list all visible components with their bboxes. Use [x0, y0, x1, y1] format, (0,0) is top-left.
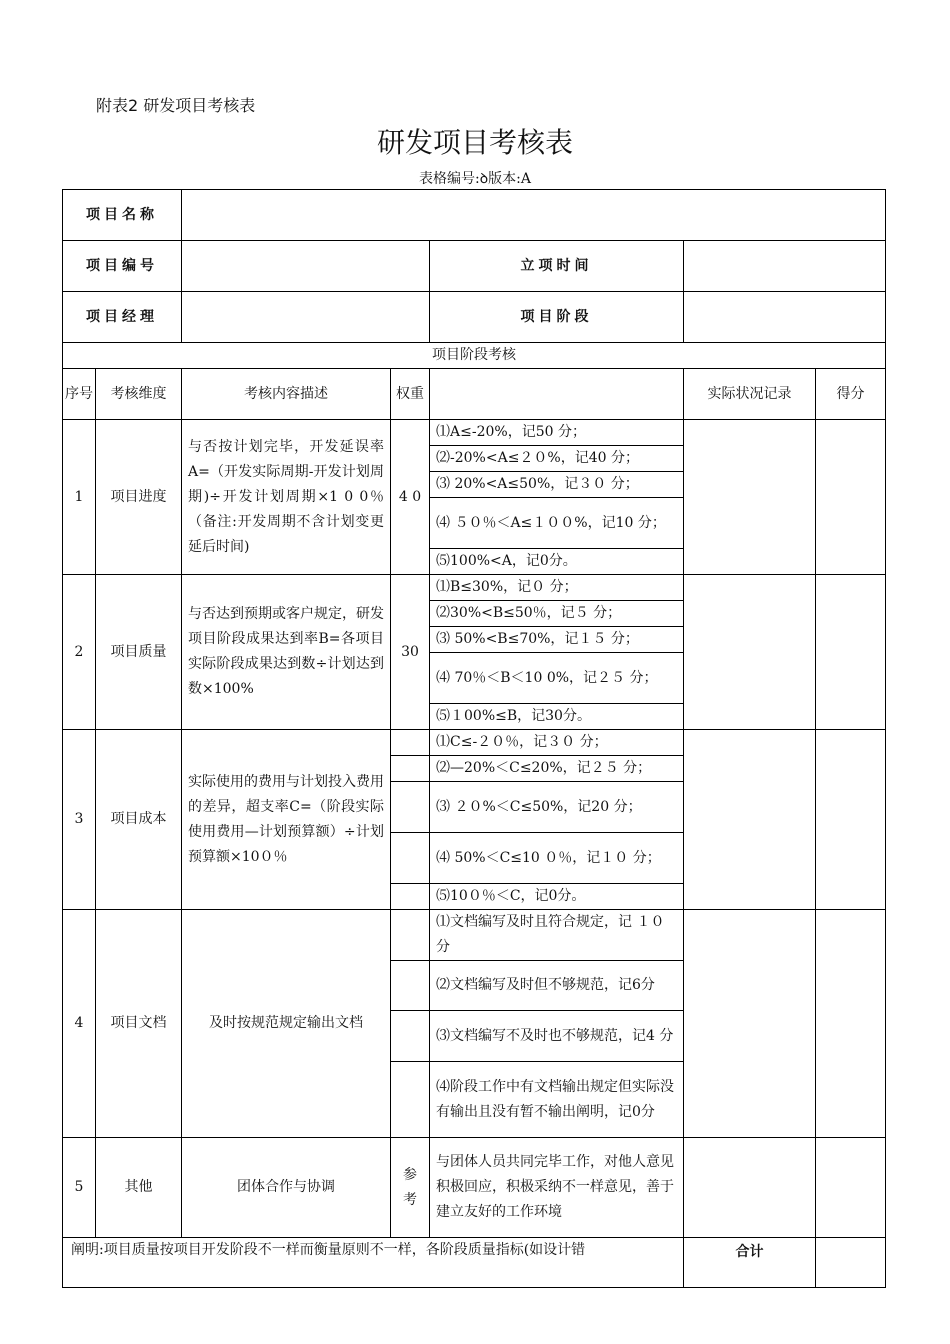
footer-note: 阐明:项目质量按项目开发阶段不一样而衡量原则不一样，各阶段质量指标(如设计错 — [63, 1238, 684, 1288]
col-weight: 权重 — [391, 369, 430, 420]
row-description: 团体合作与协调 — [182, 1138, 391, 1238]
col-seq: 序号 — [63, 369, 96, 420]
row-dimension: 项目文档 — [96, 910, 182, 1138]
criterion: ⑶ ２０%＜C≤50%，记20 分； — [430, 782, 684, 833]
row-description: 与否按计划完毕，开发延误率A=（开发实际周期-开发计划周期)÷开发计划周期×1 0 0％（备注:开发周期不含计划变更延后时间) — [182, 420, 391, 575]
phase-field[interactable] — [684, 292, 886, 343]
start-time-label: 立项时间 — [430, 241, 684, 292]
score-cell[interactable] — [816, 1138, 886, 1238]
manager-label: 项目经理 — [63, 292, 182, 343]
criterion: ⑵-20%<A≤２０%，记40 分； — [430, 446, 684, 472]
criterion: ⑴文档编写及时且符合规定，记 １０ 分 — [430, 910, 684, 961]
project-no-field[interactable] — [182, 241, 430, 292]
score-cell[interactable] — [816, 730, 886, 910]
table-row — [63, 420, 886, 446]
actual-record-cell[interactable] — [684, 575, 816, 730]
criterion: ⑶ 50%<B≤70%，记１５ 分； — [430, 627, 684, 653]
score-cell[interactable] — [816, 420, 886, 575]
score-cell[interactable] — [816, 910, 886, 1138]
row-description: 及时按规范规定输出文档 — [182, 910, 391, 1138]
col-content: 考核内容描述 — [182, 369, 391, 420]
section-title: 项目阶段考核 — [63, 343, 886, 369]
criterion: ⑷ 50%＜C≤10 ０％，记１０ 分； — [430, 833, 684, 884]
column-header-row — [63, 369, 886, 420]
criterion: ⑵30%<B≤50％，记５ 分； — [430, 601, 684, 627]
criterion: ⑴C≤-２０％，记３０ 分； — [430, 730, 684, 756]
row-number: 5 — [63, 1138, 96, 1238]
table-row — [63, 575, 886, 601]
weight-cell[interactable] — [391, 1011, 430, 1062]
criterion: ⑴B≤30%，记０ 分； — [430, 575, 684, 601]
total-score-cell[interactable] — [816, 1238, 886, 1288]
col-actual: 实际状况记录 — [684, 369, 816, 420]
phase-label: 项目阶段 — [430, 292, 684, 343]
criterion: ⑸１00%≤B，记30分。 — [430, 704, 684, 730]
weight-cell[interactable] — [391, 1062, 430, 1138]
row-weight: 30 — [391, 575, 430, 730]
row-dimension: 项目进度 — [96, 420, 182, 575]
footer-row — [63, 1238, 886, 1288]
assessment-table — [62, 189, 886, 1288]
project-name-field[interactable] — [182, 190, 886, 241]
weight-cell[interactable] — [391, 782, 430, 833]
weight-cell[interactable] — [391, 884, 430, 910]
criterion: ⑶ 20%<A≤50%，记３０ 分； — [430, 472, 684, 498]
criterion: 与团体人员共同完毕工作，对他人意见积极回应，积极采纳不一样意见，善于建立友好的工作环境 — [430, 1138, 684, 1238]
table-row — [63, 730, 886, 756]
row-dimension: 项目质量 — [96, 575, 182, 730]
project-no-label: 项目编号 — [63, 241, 182, 292]
row-number: 3 — [63, 730, 96, 910]
table-row — [63, 1138, 886, 1238]
actual-record-cell[interactable] — [684, 730, 816, 910]
weight-cell[interactable] — [391, 833, 430, 884]
criterion: ⑷ 70％＜B＜10 0%，记２５ 分； — [430, 653, 684, 704]
page-title: 研发项目考核表 — [376, 126, 573, 159]
start-time-field[interactable] — [684, 241, 886, 292]
weight-cell[interactable] — [391, 910, 430, 961]
row-number: 1 — [63, 420, 96, 575]
form-number: 表格编号:ꝺ版本:A — [419, 171, 531, 187]
project-name-label: 项目名称 — [63, 190, 182, 241]
criterion: ⑸100%<A，记0分。 — [430, 549, 684, 575]
row-weight: 参考 — [391, 1138, 430, 1238]
manager-field[interactable] — [182, 292, 430, 343]
row-weight: 4 0 — [391, 420, 430, 575]
header-row-name — [63, 190, 886, 241]
header-row-manager — [63, 292, 886, 343]
table-row — [63, 910, 886, 961]
actual-record-cell[interactable] — [684, 420, 816, 575]
row-dimension: 其他 — [96, 1138, 182, 1238]
criterion: ⑵—20%＜C≤20%，记２５ 分； — [430, 756, 684, 782]
col-criteria-blank — [430, 369, 684, 420]
total-label: 合计 — [684, 1238, 816, 1288]
col-score: 得分 — [816, 369, 886, 420]
row-number: 4 — [63, 910, 96, 1138]
row-description: 与否达到预期或客户规定，研发项目阶段成果达到率B=各项目实际阶段成果达到数÷计划达到数×100% — [182, 575, 391, 730]
actual-record-cell[interactable] — [684, 910, 816, 1138]
row-number: 2 — [63, 575, 96, 730]
criterion: ⑵文档编写及时但不够规范，记6分 — [430, 961, 684, 1011]
header-row-number — [63, 241, 886, 292]
criterion: ⑷阶段工作中有文档输出规定但实际没有输出且没有暂不输出阐明，记0分 — [430, 1062, 684, 1138]
criterion: ⑷ ５０％＜A≤１００%，记10 分； — [430, 498, 684, 549]
row-dimension: 项目成本 — [96, 730, 182, 910]
weight-cell[interactable] — [391, 730, 430, 756]
weight-cell[interactable] — [391, 961, 430, 1011]
criterion: ⑶文档编写不及时也不够规范，记4 分 — [430, 1011, 684, 1062]
actual-record-cell[interactable] — [684, 1138, 816, 1238]
appendix-caption: 附表2 研发项目考核表 — [96, 96, 256, 115]
score-cell[interactable] — [816, 575, 886, 730]
col-dimension: 考核维度 — [96, 369, 182, 420]
criterion: ⑴A≤-20%，记50 分； — [430, 420, 684, 446]
row-description: 实际使用的费用与计划投入费用的差异，超支率C=（阶段实际使用费用—计划预算额）÷计划预算额×10０％ — [182, 730, 391, 910]
criterion: ⑸10０％＜C，记0分。 — [430, 884, 684, 910]
weight-cell[interactable] — [391, 756, 430, 782]
